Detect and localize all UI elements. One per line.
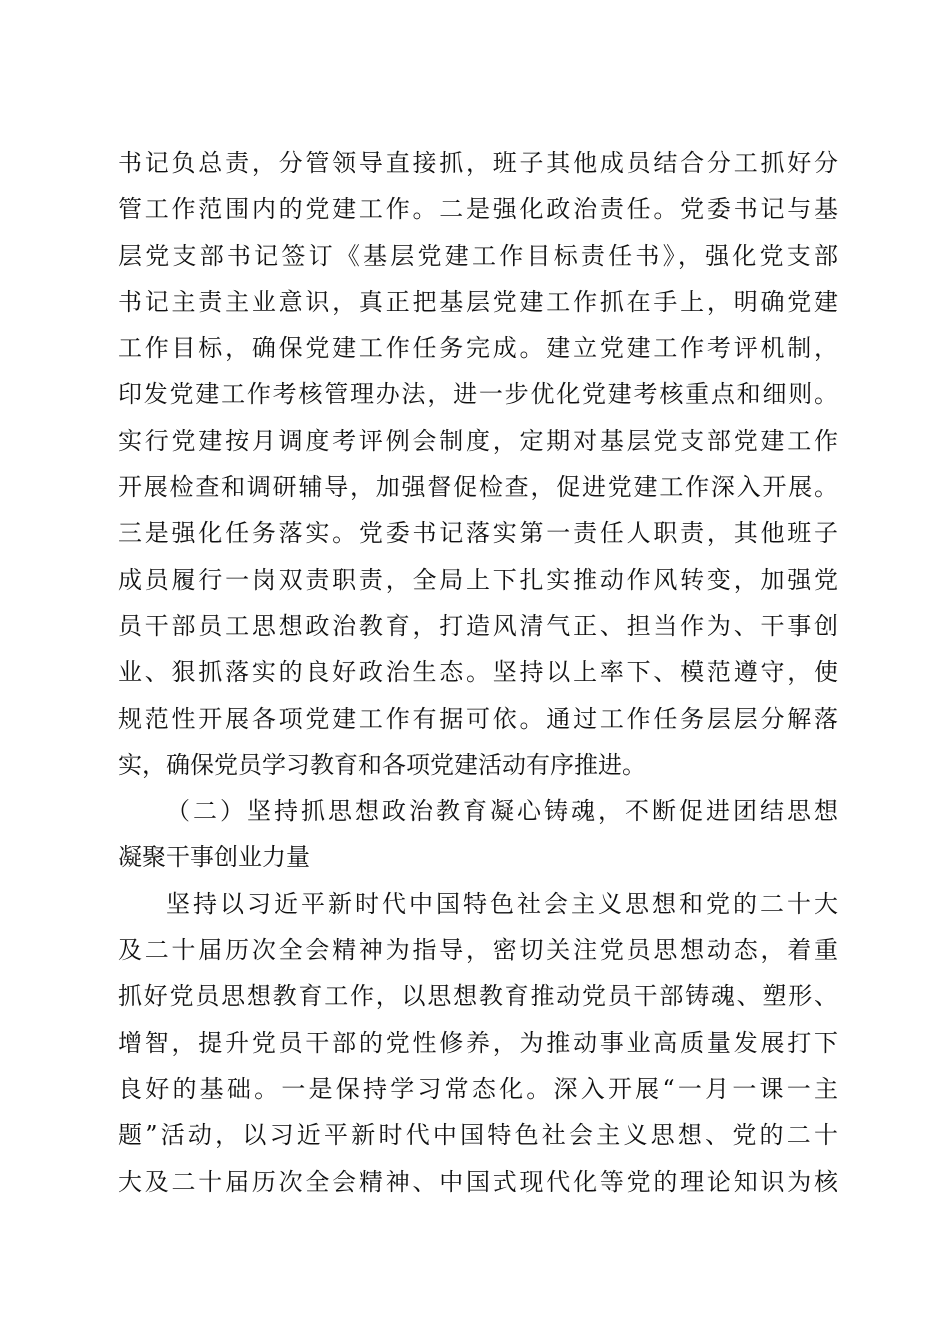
paragraph-1 [118, 140, 838, 788]
text-line: 题”活动，以习近平新时代中国特色社会主义思想、党的二十 [118, 1121, 838, 1150]
text-line: 印发党建工作考核管理办法，进一步优化党建考核重点和细则。 [118, 380, 838, 409]
text-line: 增智，提升党员干部的党性修养，为推动事业高质量发展打下 [118, 1028, 838, 1057]
text-line: 员干部员工思想政治教育，打造风清气正、担当作为、干事创 [118, 611, 838, 640]
text-line: 良好的基础。一是保持学习常态化。深入开展“一月一课一主 [118, 1074, 838, 1103]
document-body [118, 140, 838, 1205]
text-line: 业、狠抓落实的良好政治生态。坚持以上率下、模范遵守，使 [118, 658, 838, 687]
text-line: 层党支部书记签订《基层党建工作目标责任书》，强化党支部 [118, 241, 838, 270]
text-line: 工作目标，确保党建工作任务完成。建立党建工作考评机制， [118, 334, 838, 363]
text-line: 三是强化任务落实。党委书记落实第一责任人职责，其他班子 [118, 519, 838, 548]
heading-line: （二）坚持抓思想政治教育凝心铸魂，不断促进团结思想 [166, 797, 838, 826]
text-line: 书记负总责，分管领导直接抓，班子其他成员结合分工抓好分 [118, 149, 838, 177]
text-line: 实行党建按月调度考评例会制度，定期对基层党支部党建工作 [118, 426, 838, 455]
text-line: 实，确保党员学习教育和各项党建活动有序推进。 [118, 750, 646, 779]
text-line: 书记主责主业意识，真正把基层党建工作抓在手上，明确党建 [118, 287, 838, 316]
text-line: 抓好党员思想教育工作，以思想教育推动党员干部铸魂、塑形、 [118, 982, 838, 1011]
text-line: 管工作范围内的党建工作。二是强化政治责任。党委书记与基 [118, 195, 838, 224]
section-heading [118, 788, 838, 881]
text-line: 坚持以习近平新时代中国特色社会主义思想和党的二十大 [166, 889, 838, 918]
heading-line: 凝聚干事创业力量 [118, 843, 310, 872]
text-line: 及二十届历次全会精神为指导，密切关注党员思想动态，着重 [118, 936, 838, 965]
text-line: 大及二十届历次全会精神、中国式现代化等党的理论知识为核 [118, 1167, 838, 1196]
paragraph-2 [118, 881, 838, 1205]
text-line: 开展检查和调研辅导，加强督促检查，促进党建工作深入开展。 [118, 473, 838, 502]
text-line: 规范性开展各项党建工作有据可依。通过工作任务层层分解落 [118, 704, 838, 733]
text-line: 成员履行一岗双责职责，全局上下扎实推动作风转变，加强党 [118, 565, 838, 594]
